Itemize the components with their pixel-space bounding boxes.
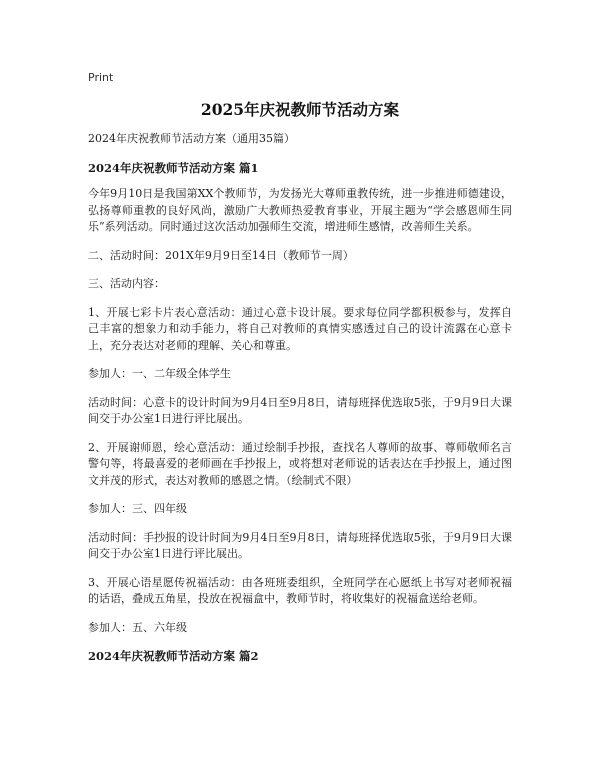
page-title: 2025年庆祝教师节活动方案 bbox=[200, 100, 400, 119]
section-heading-1: 2024年庆祝教师节活动方案 篇1 bbox=[88, 160, 259, 175]
section-heading-2: 2024年庆祝教师节活动方案 篇2 bbox=[88, 649, 259, 663]
document-body bbox=[88, 131, 512, 675]
paragraph: 今年9月10日是我国第XX个教师节，为发扬光大尊师重教传统，进一步推进师德建设，弘扬尊师重教的良好风尚，激励广大教师热爱教育事业，开展主题为“学会感恩师生同乐”系列活动。同时通过这次活动加强师生交流，增进师生感情，改善师生关系。 bbox=[88, 187, 512, 233]
paragraph: 活动时间：手抄报的设计时间为9月4日至9月8日，请每班择优选取5张，于9月9日大课间交于办公室1日进行评比展出。 bbox=[88, 530, 512, 560]
paragraph: 活动时间：心意卡的设计时间为9月4日至9月8日，请每班择优选取5张，于9月9日大课间交于办公室1日进行评比展出。 bbox=[88, 395, 512, 425]
paragraph: 参加人：三、四年级 bbox=[88, 502, 187, 515]
paragraph: 参加人：五、六年级 bbox=[88, 620, 187, 634]
print-label: Print bbox=[88, 71, 114, 84]
paragraph: 参加人：一、二年级全体学生 bbox=[88, 367, 231, 380]
paragraph: 2、开展谢师恩，绘心意活动：通过绘制手抄报，查找名人尊师的故事、尊师敬师名言警句等，将最喜爱的老师画在手抄报上，或将想对老师说的话表达在手抄报上，通过图文并茂的形式，表达对教师的感恩之情。（绘制式不限） bbox=[88, 440, 512, 487]
paragraph: 3、开展心语星愿传祝福活动：由各班班委组织，全班同学在心愿纸上书写对老师祝福的话语，叠成五角星，投放在祝福盒中，教师节时，将收集好的祝福盒送给老师。 bbox=[88, 575, 512, 605]
paragraph: 三、活动内容： bbox=[88, 277, 165, 290]
paragraph: 1、开展七彩卡片表心意活动：通过心意卡设计展。要求每位同学都积极参与，发挥自己丰富的想象力和动手能力，将自己对教师的真情实感透过自己的设计流露在心意卡上，充分表达对老师的理解、关心和尊重。 bbox=[88, 305, 512, 352]
document-subtitle: 2024年庆祝教师节活动方案（通用35篇） bbox=[88, 132, 295, 145]
paragraph: 二、活动时间：201X年9月9日至14日（教师节一周） bbox=[88, 248, 354, 262]
